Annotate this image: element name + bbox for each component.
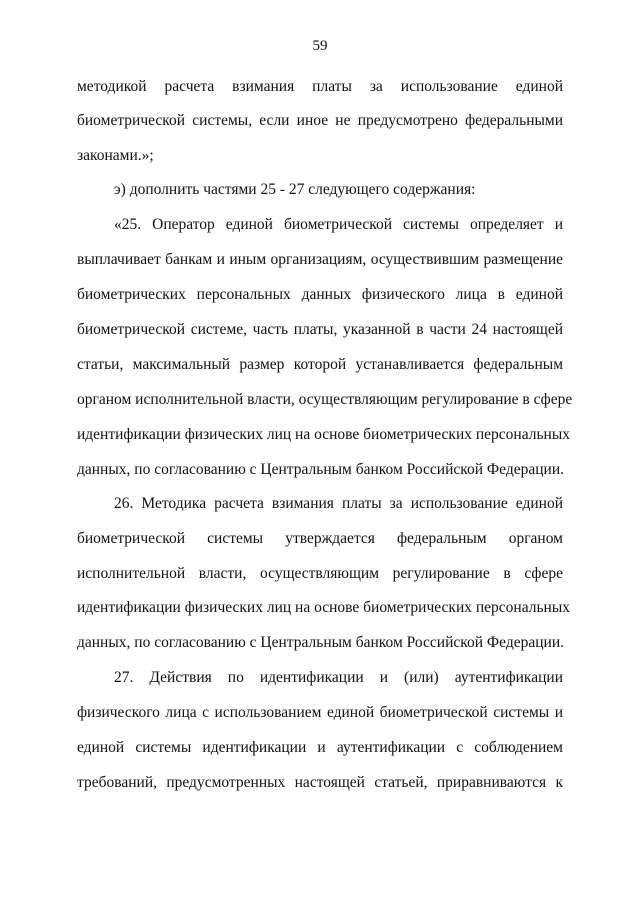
text-line: законами.»;	[77, 147, 154, 164]
text-line: э) дополнить частями 25 - 27 следующего содержания:	[114, 181, 476, 198]
text-line: биометрической системы, если иное не предусмотрено федеральными	[77, 112, 563, 129]
text-line: биометрических персональных данных физического лица в единой	[77, 286, 563, 303]
text-line: исполнительной власти, осуществляющим регулирование в сфере	[77, 565, 563, 582]
text-line: статьи, максимальный размер которой устанавливается федеральным	[77, 356, 563, 373]
text-line: выплачивает банкам и иным организациям, осуществившим размещение	[77, 251, 563, 268]
text-line: методикой расчета взимания платы за использование единой	[77, 78, 563, 95]
text-line: биометрической системе, часть платы, указанной в части 24 настоящей	[77, 321, 563, 338]
text-line: идентификации физических лиц на основе биометрических персональных	[77, 599, 570, 616]
text-line: данных, по согласованию с Центральным банком Российской Федерации.	[77, 634, 565, 651]
text-line: требований, предусмотренных настоящей статьей, приравниваются к	[77, 774, 563, 791]
text-line: физического лица с использованием единой биометрической системы и	[77, 704, 563, 721]
page-number: 59	[312, 38, 328, 54]
text-line: биометрической системы утверждается федеральным органом	[77, 530, 563, 547]
text-line: идентификации физических лиц на основе биометрических персональных	[77, 426, 570, 443]
text-line: 27. Действия по идентификации и (или) аутентификации	[114, 669, 563, 686]
text-line: «25. Оператор единой биометрической системы определяет и	[114, 216, 563, 233]
text-line: органом исполнительной власти, осуществляющим регулирование в сфере	[77, 391, 573, 408]
text-line: единой системы идентификации и аутентификации с соблюдением	[77, 739, 563, 756]
text-line: 26. Методика расчета взимания платы за использование единой	[114, 495, 563, 512]
text-line: данных, по согласованию с Центральным банком Российской Федерации.	[77, 461, 565, 478]
